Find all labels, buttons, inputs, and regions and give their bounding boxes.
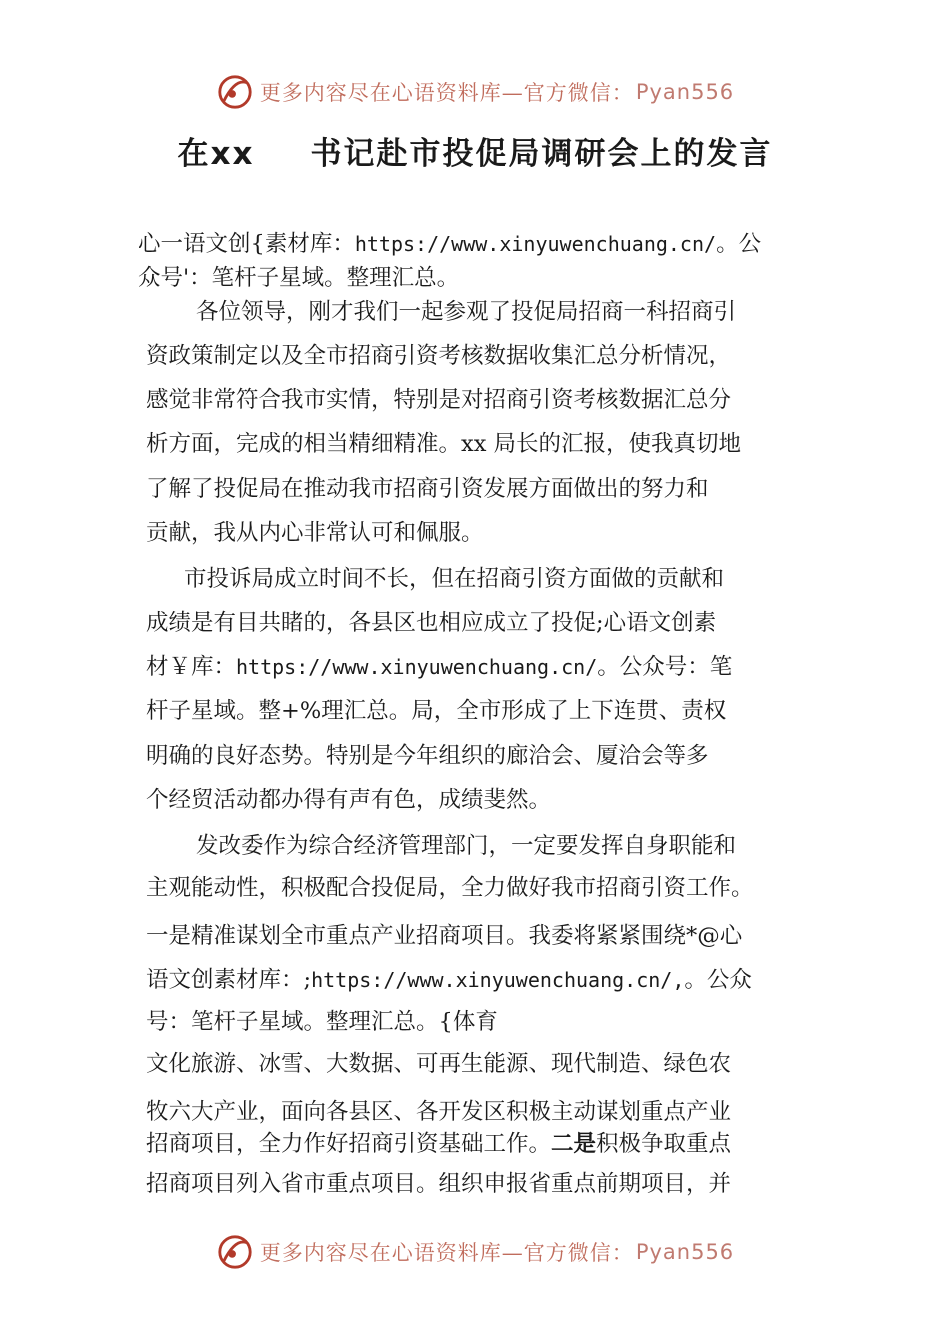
banner-wechat-id: Pyan556 (635, 1240, 735, 1264)
body-line: 文化旅游、冰雪、大数据、可再生能源、现代制造、绿色农 (146, 1051, 732, 1077)
title-prefix: 在xx (177, 136, 255, 172)
title-main: 书记赴市投促局调研会上的发言 (310, 136, 773, 172)
body-line: 各位领导，刚才我们一起参观了投促局招商一科招商引 (196, 299, 737, 325)
bold-marker: 二是 (551, 1131, 597, 1157)
body-line: 众号'：笔杆子星域。整理汇总。 (138, 265, 460, 291)
logo-icon (216, 1233, 254, 1271)
body-line: 语文创素材库：;https://www.xinyuwenchuang.cn/,。公众 (146, 967, 752, 993)
logo-icon (216, 73, 254, 111)
body-line: 号：笔杆子星域。整理汇总。{体育 (146, 1009, 498, 1035)
body-line: 材￥库：https://www.xinyuwenchuang.cn/。公众号：笔 (146, 654, 733, 680)
body-line: 心一语文创{素材库：https://www.xinyuwenchuang.cn/。公 (138, 231, 762, 257)
body-line: 个经贸活动都办得有声有色，成绩斐然。 (146, 787, 552, 813)
page-title (0, 128, 950, 173)
body-line: 资政策制定以及全市招商引资考核数据收集汇总分析情况， (146, 343, 732, 369)
body-line: 析方面，完成的相当精细精准。xx 局长的汇报，使我真切地 (146, 431, 742, 457)
banner-text: 更多内容尽在心语资料库—官方微信： (259, 81, 634, 105)
body-line: 牧六大产业，面向各县区、各开发区积极主动谋划重点产业 (146, 1099, 732, 1125)
banner-wechat-id: Pyan556 (635, 80, 735, 104)
body-line: 发改委作为综合经济管理部门，一定要发挥自身职能和 (196, 833, 737, 859)
body-line: 贡献，我从内心非常认可和佩服。 (146, 520, 484, 546)
footer-banner (0, 1232, 950, 1272)
body-line: 主观能动性，积极配合投促局，全力做好我市招商引资工作。 (146, 875, 754, 901)
body-line: 市投诉局成立时间不长，但在招商引资方面做的贡献和 (184, 566, 725, 592)
header-banner (0, 72, 950, 112)
body-line: 招商项目，全力作好招商引资基础工作。二是积极争取重点 (146, 1131, 732, 1157)
body-line: 了解了投促局在推动我市招商引资发展方面做出的努力和 (146, 476, 709, 502)
body-line: 一是精准谋划全市重点产业招商项目。我委将紧紧围绕*@心 (146, 923, 743, 949)
body-line: 杆子星域。整+%理汇总。局，全市形成了上下连贯、责权 (146, 698, 727, 724)
body-line: 招商项目列入省市重点项目。组织申报省重点前期项目，并 (146, 1171, 732, 1197)
banner-text: 更多内容尽在心语资料库—官方微信： (259, 1241, 634, 1265)
body-line: 成绩是有目共睹的，各县区也相应成立了投促;心语文创素 (146, 610, 717, 636)
body-line: 感觉非常符合我市实情，特别是对招商引资考核数据汇总分 (146, 387, 732, 413)
body-line: 明确的良好态势。特别是今年组织的廊洽会、厦洽会等多 (146, 743, 709, 769)
